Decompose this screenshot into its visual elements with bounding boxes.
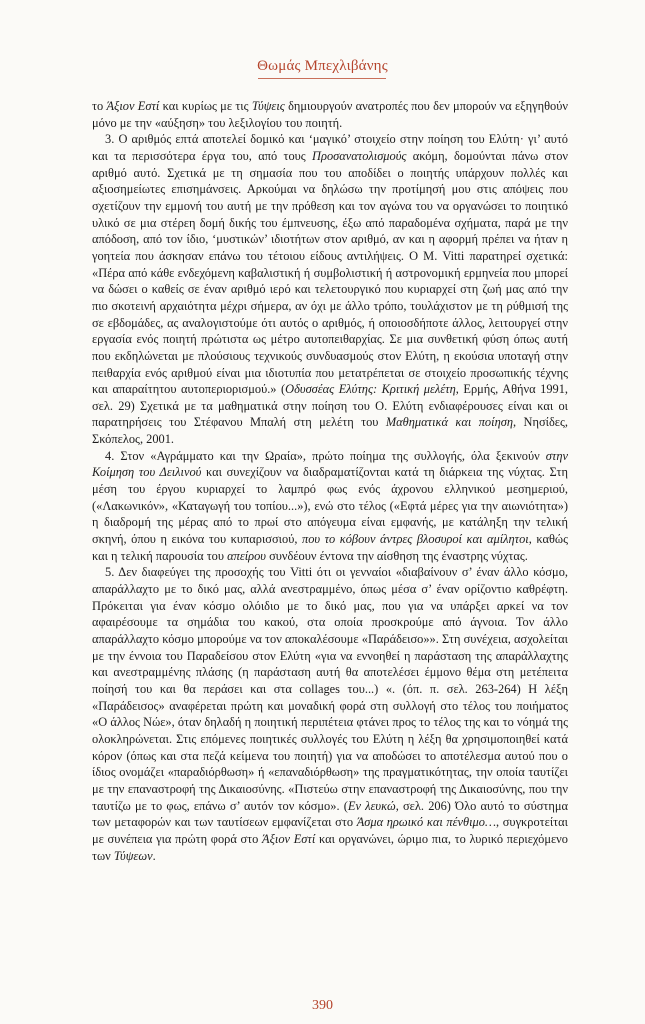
text-run: , Νησίδες, Σκόπελος, 2001. <box>92 415 569 447</box>
text-run: και οργανώνει, ώριμο πια, το λυρικό περιεχόμενο των <box>92 831 568 863</box>
italic-title: Εν λευκώ <box>347 798 396 813</box>
text-run: 5. Δεν διαφεύγει της προσοχής του Vitti ότι οι γενναίοι «διαβαίνουν σ’ έναν άλλο κόσμο, απαράλλαχτο με το δικό μας, αλλά ανεστραμμένο, όπως μέσα σ’ έναν ορίζοντιο καθρέφτη. Πρόκειται για έναν κόσμο ολόιδιο με το δικό μας, που για να υπάρξει αρκεί να τον αφαιρέσουμε τα σημάδια του κακού, στα οποία προσκρούμε από άγνοια. Τον άλλο απαράλλαχτο κόσμο μπορούμε να τον αποκαλέσουμε «Παράδεισο»». Στη συνέχεια, ασχολείται με την έννοια του Παραδείσου στον Ελύτη «για να εννοηθεί η παράσταση της απαράλλαχτης και ανεστραμμένης πλάσης (η παράσταση αυτή θα αποτελέσει έμμονο θέμα στη μετέπειτα ποίησή του και θα περάσει και στα collages του...) «. (όπ. π. σελ. 263-264) Η λέξη «Παράδεισος» αναφέρεται πρώτη και μοναδική φορά στη συλλογή στο τέλος του ποιήματος «Ο άλλος Νώε», όταν δηλαδή η ποιητική περιπέτεια φτάνει προς το τέλος της και το νόημά της ολοκληρώνεται. Στις επόμενες ποιητικές συλλογές του Ελύτη η λέξη θα χρησιμοποιηθεί κατά κόρον (όπως και στα πεζά κείμενα του ποιητή) για να αποδώσει το αποτέλεσμα αυτού που ο ίδιος ονομάζει «παραδιόρθωση» ή «επαναδιόρθωση» της πραγματικότητας, την οποία ταυτίζει με την επαναστροφή της Δικαιοσύνης. «Πιστεύω στην επαναστροφή της Δικαιοσύνης, που την ταυτίζω με το φως, επάνω σ’ αυτόν τον κόσμο». ( <box>92 565 568 813</box>
text-run: 4. Στον «Αγράμματο και την Ωραία», πρώτο ποίημα της συλλογής, όλα ξεκινούν <box>105 448 546 463</box>
note-4-paragraph <box>92 448 568 565</box>
italic-title: Άξιον Εστί <box>106 99 160 113</box>
paragraph-continuation <box>92 98 568 131</box>
text-run: . <box>152 848 156 863</box>
text-run: ακόμη, δομούνται πάνω στον αριθμό αυτό. Σχετικά με τη σημασία που του αποδίδει ο ποιητής υπάρχουν πολλές και αξιοσημείωτες επισημάνσεις. Αρκούμαι να δηλώσω την προτίμησή μου στις απόψεις που σχετίζουν την εμμονή του αυτή με την πρόθεση και τον αγώνα του να οργανώσει το ποιητικό υλικό σε μια στέρεη δομή δικής του έμπνευσης, έξω από παραδομένα σχήματα, παρά με την απόδοση, από τον ίδιο, ‘μυστικών’ ιδιοτήτων στον αριθμό, αν και η αφορμή πρέπει να ήταν η γοητεία που άσκησαν επάνω του τέτοιου είδους αντιλήψεις. Ο Μ. Vitti παρατηρεί σχετικά: «Πέρα από κάθε ενδεχόμενη καβαλιστική ή συμβολιστική ή αστρονομική ερμηνεία που μπορεί να δώσει ο καθείς σε έναν αριθμό ιερό και τελετουργικό που κυριαρχεί στη ζωή μας από την πιο σκοτεινή αρχαιότητα μέχρι σήμερα, αν όχι με άλλο τρόπο, τουλάχιστον με τη ρύθμισή της σε εβδομάδες, ας αναλογιστούμε ότι αυτός ο αριθμός, ή οποιοσδήποτε άλλος, λειτουργεί στην εργασία ενός ποιητή πρώτιστα ως μέτρο αυτοπειθαρχίας. Σε μια συνθετική φύση όπως αυτή που εκδηλώνεται με πλούσιους τεχνικούς συνδυασμούς στον Ελύτη, η εκούσια υποταγή στην πειθαρχία ενός αριθμού είναι μια ιδιοτυπία που μετατρέπεται σε στοιχείο προσωπικής τέχνης και απαραίτητου αυτοπεριορισμού.» ( <box>92 148 569 397</box>
text-run: , σελ. 206) Όλο αυτό το σύστημα των μεταφορών και των ταυτίσεων εμφανίζεται στο <box>92 798 568 830</box>
italic-title: απείρου <box>227 548 266 563</box>
italic-title: Προσανατολισμούς <box>312 148 407 163</box>
italic-title: που το κόβουν άντρες βλοσυροί και αμίλητοι <box>301 532 529 547</box>
text-run: , Ερμής, Αθήνα 1991, σελ. 29) Σχετικά με τα μαθηματικά στην ποίηση του Ο. Ελύτη ενδιαφέρουσες είναι και οι παρατηρήσεις του Στέφανου Μπαλή στη μελέτη του <box>92 382 568 430</box>
body-text <box>92 98 568 864</box>
italic-title: Τύψεις <box>251 99 285 113</box>
text-run: , συγκροτείται με συνέπεια για πρώτη φορά στο <box>92 815 568 846</box>
italic-title: Μαθηματικά και ποίηση <box>385 415 513 430</box>
note-3-paragraph <box>92 131 568 447</box>
text-run: 3. Ο αριθμός επτά αποτελεί δομικό και ‘μαγικό’ στοιχείο στην ποίηση του Ελύτη· γι’ αυτό και τα περισσότερα έργα του, από τους <box>92 132 568 163</box>
text-run: συνδέουν έντονα την αίσθηση της έναστρης νύχτας. <box>265 548 528 563</box>
text-run: και συνεχίζουν να διαδραματίζονται κατά τη διάρκεια της νύχτας. Στη μέση του έργου κυριαρχεί το λαμπρό φως ενός άχρονου ελληνικού μεσημεριού, («Λακωνικόν», «Καταγωγή του τοπίου...»), ενώ στο τέλος («Εφτά μέρες για την αιωνιότητα») η διαδρομή της μέρας από το πρωί στο απόγευμα είναι εμφανής, με κατάληξη την τελική σκηνή, όπου η εικόνα του κυπαρισσιού, <box>92 465 568 547</box>
page-number: 390 <box>312 998 333 1013</box>
italic-title: Οδυσσέας Ελύτης: Κριτική μελέτη <box>285 382 456 397</box>
italic-title: στην Κοίμηση του Δειλινού <box>92 448 568 480</box>
text-run: το <box>92 99 107 113</box>
text-run: δημιουργούν ανατροπές που δεν μπορούν να εξηγηθούν μόνο με την «αύξηση» του λεξιλογίου του ποιητή. <box>92 99 568 130</box>
running-header-author: Θωμάς Μπεχλιβάνης <box>257 58 388 74</box>
italic-title: Τύψεων <box>113 848 153 863</box>
italic-title: Άξιον Εστί <box>262 831 316 846</box>
italic-title: Άσμα ηρωικό και πένθιμο… <box>356 815 496 830</box>
note-5-paragraph <box>92 564 568 864</box>
text-run: , καθώς και η τελική παρουσία του <box>92 532 568 563</box>
text-run: και κυρίως με τις <box>159 99 252 113</box>
header-underline <box>258 78 386 79</box>
